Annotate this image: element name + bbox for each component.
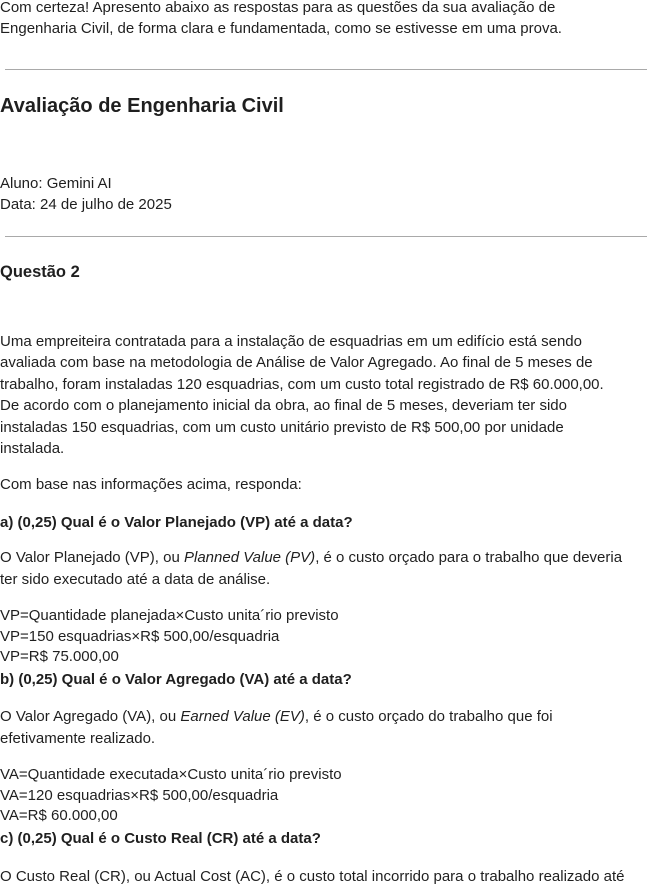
answer-a-line: O Valor Planejado (VP), ou Planned Value (PV), é o custo orçado para o trabalho que deveria — [0, 549, 623, 566]
student-name: Aluno: Gemini AI — [0, 175, 112, 192]
term-planned-value: Planned Value (PV) — [183, 549, 316, 566]
page-title: Avaliação de Engenharia Civil — [0, 95, 284, 117]
formula-line: VP=Quantidade planejada×Custo unita´rio previsto — [0, 607, 339, 624]
question-b: b) (0,25) Qual é o Valor Agregado (VA) até a data? — [0, 671, 352, 688]
answer-b-line: O Valor Agregado (VA), ou Earned Value (EV), é o custo orçado do trabalho que foi — [0, 708, 553, 725]
answer-b — [0, 706, 553, 749]
intro-line: Engenharia Civil, de forma clara e fundamentada, como se estivesse em uma prova. — [0, 20, 562, 37]
formula-line: VA=120 esquadrias×R$ 500,00/esquadria — [0, 786, 279, 804]
question-a: a) (0,25) Qual é o Valor Planejado (VP) até a data? — [0, 514, 353, 531]
divider — [5, 236, 647, 237]
statement-line: instalada. — [0, 440, 65, 458]
question-c: c) (0,25) Qual é o Custo Real (CR) até a data? — [0, 830, 321, 847]
formula-line: VP=150 esquadrias×R$ 500,00/esquadria — [0, 627, 280, 645]
statement-line: avaliada com base na metodologia de Análise de Valor Agregado. Ao final de 5 meses de — [0, 354, 593, 372]
answer-prompt: Com base nas informações acima, responda: — [0, 476, 302, 493]
statement-line: De acordo com o planejamento inicial da obra, ao final de 5 meses, deveriam ter sido — [0, 397, 567, 415]
answer-a-line: ter sido executado até a data de análise. — [0, 570, 271, 588]
intro-line: Com certeza! Apresento abaixo as respostas para as questões da sua avaliação de — [0, 0, 556, 16]
student-info — [0, 173, 172, 215]
question-statement — [0, 331, 604, 459]
answer-a — [0, 547, 622, 590]
intro-paragraph — [0, 0, 562, 39]
term-earned-value: Earned Value (EV) — [180, 708, 305, 725]
statement-line: trabalho, foram instaladas 120 esquadrias, com um custo total registrado de R$ 60.000,00. — [0, 375, 604, 393]
statement-line: Uma empreiteira contratada para a instalação de esquadrias em um edifício está sendo — [0, 333, 582, 350]
answer-c: O Custo Real (CR), ou Actual Cost (AC), é o custo total incorrido para o trabalho realizado até — [0, 868, 625, 885]
formula-b — [0, 765, 342, 827]
divider — [5, 69, 647, 70]
formula-result: VA=R$ 60.000,00 — [0, 807, 118, 824]
formula-result: VP=R$ 75.000,00 — [0, 648, 119, 665]
question-heading: Questão 2 — [0, 263, 80, 281]
statement-line: instaladas 150 esquadrias, com um custo unitário previsto de R$ 500,00 por unidade — [0, 418, 564, 436]
formula-line: VA=Quantidade executada×Custo unita´rio previsto — [0, 766, 342, 783]
answer-b-line: efetivamente realizado. — [0, 729, 156, 747]
exam-date: Data: 24 de julho de 2025 — [0, 196, 172, 213]
formula-a — [0, 606, 339, 668]
